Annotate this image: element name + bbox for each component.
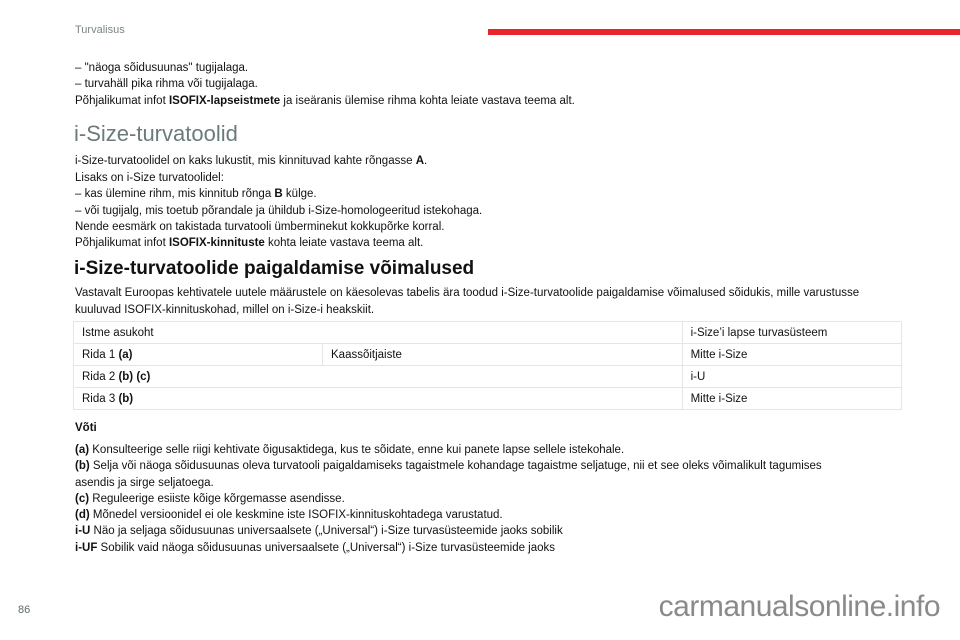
paragraph: Lisaks on i-Size turvatoolidel: (75, 172, 224, 184)
key-item: (d) Mõnedel versioonidel ei ole keskmine iste ISOFIX-kinnituskohtadega varustatud. (75, 509, 503, 521)
table-header-row (74, 322, 902, 344)
cell: i-U (682, 366, 901, 388)
section-header: Turvalisus (75, 24, 125, 36)
key-item: (c) Reguleerige esiiste kõige kõrgemasse asendisse. (75, 493, 345, 505)
cell: Mitte i-Size (682, 344, 901, 366)
header-accent-bar (488, 29, 960, 35)
section-title: i-Size-turvatoolide paigaldamise võimalused (74, 258, 475, 279)
table-row (74, 366, 902, 388)
intro-line: – turvahäll pika rihma või tugijalaga. (75, 78, 258, 90)
paragraph: i-Size-turvatoolidel on kaks lukustit, mis kinnituvad kahte rõngasse A. (75, 155, 428, 167)
paragraph: Vastavalt Euroopas kehtivatele uutele määrustele on käesolevas tabelis ära toodud i-Size-turvatoolide paigaldamise võimalused sõidukis, mille varustusse (75, 287, 860, 299)
cell: Rida 2 (b) (c) (74, 366, 683, 388)
key-item: (a) Konsulteerige selle riigi kehtivate õigusaktidega, kus te sõidate, enne kui panete lapse sellele istekohale. (75, 444, 625, 456)
intro-line: – "näoga sõidusuunas" tugijalaga. (75, 62, 249, 74)
paragraph: kuuluvad ISOFIX-kinnituskohad, millel on i-Size-i heakskiit. (75, 304, 375, 316)
key-item: (b) Selja või näoga sõidusuunas oleva turvatooli paigaldamiseks tagaistmele kohandage tagaistme seljatuge, nii et see oleks võimalikult tagumises (75, 460, 822, 472)
key-item: i-UF Sobilik vaid näoga sõidusuunas universaalsete („Universal“) i-Size turvasüsteemide jaoks (75, 542, 556, 554)
cell: Kaassõitjaiste (323, 344, 683, 366)
cell: Rida 3 (b) (74, 388, 683, 410)
key-item: i-U Näo ja seljaga sõidusuunas universaalsete („Universal“) i-Size turvasüsteemide jaoks sobilik (75, 525, 563, 537)
paragraph: – kas ülemine rihm, mis kinnitub rõnga B külge. (75, 188, 317, 200)
section-title: i-Size-turvatoolid (74, 121, 238, 146)
paragraph: – või tugijalg, mis toetub põrandale ja ühildub i-Size-homologeeritud istekohaga. (75, 205, 483, 217)
cell: Rida 1 (a) (74, 344, 323, 366)
paragraph: Põhjalikumat infot ISOFIX-kinnituste kohta leiate vastava teema alt. (75, 237, 424, 249)
table-row (74, 344, 902, 366)
intro-line: Põhjalikumat infot ISOFIX-lapseistmete ja iseäranis ülemise rihma kohta leiate vastava teema alt. (75, 95, 575, 107)
key-item: asendis ja sirge seljatoega. (75, 477, 214, 489)
header-cell: Istme asukoht (74, 322, 683, 344)
watermark: carmanualsonline.info (658, 590, 940, 623)
page-number: 86 (18, 604, 31, 616)
header-cell: i-Size’i lapse turvasüsteem (682, 322, 901, 344)
key-title: Võti (75, 422, 97, 434)
isize-table (73, 321, 902, 410)
paragraph: Nende eesmärk on takistada turvatooli ümberminekut kokkupõrke korral. (75, 221, 445, 233)
table-row (74, 388, 902, 410)
cell: Mitte i-Size (682, 388, 901, 410)
